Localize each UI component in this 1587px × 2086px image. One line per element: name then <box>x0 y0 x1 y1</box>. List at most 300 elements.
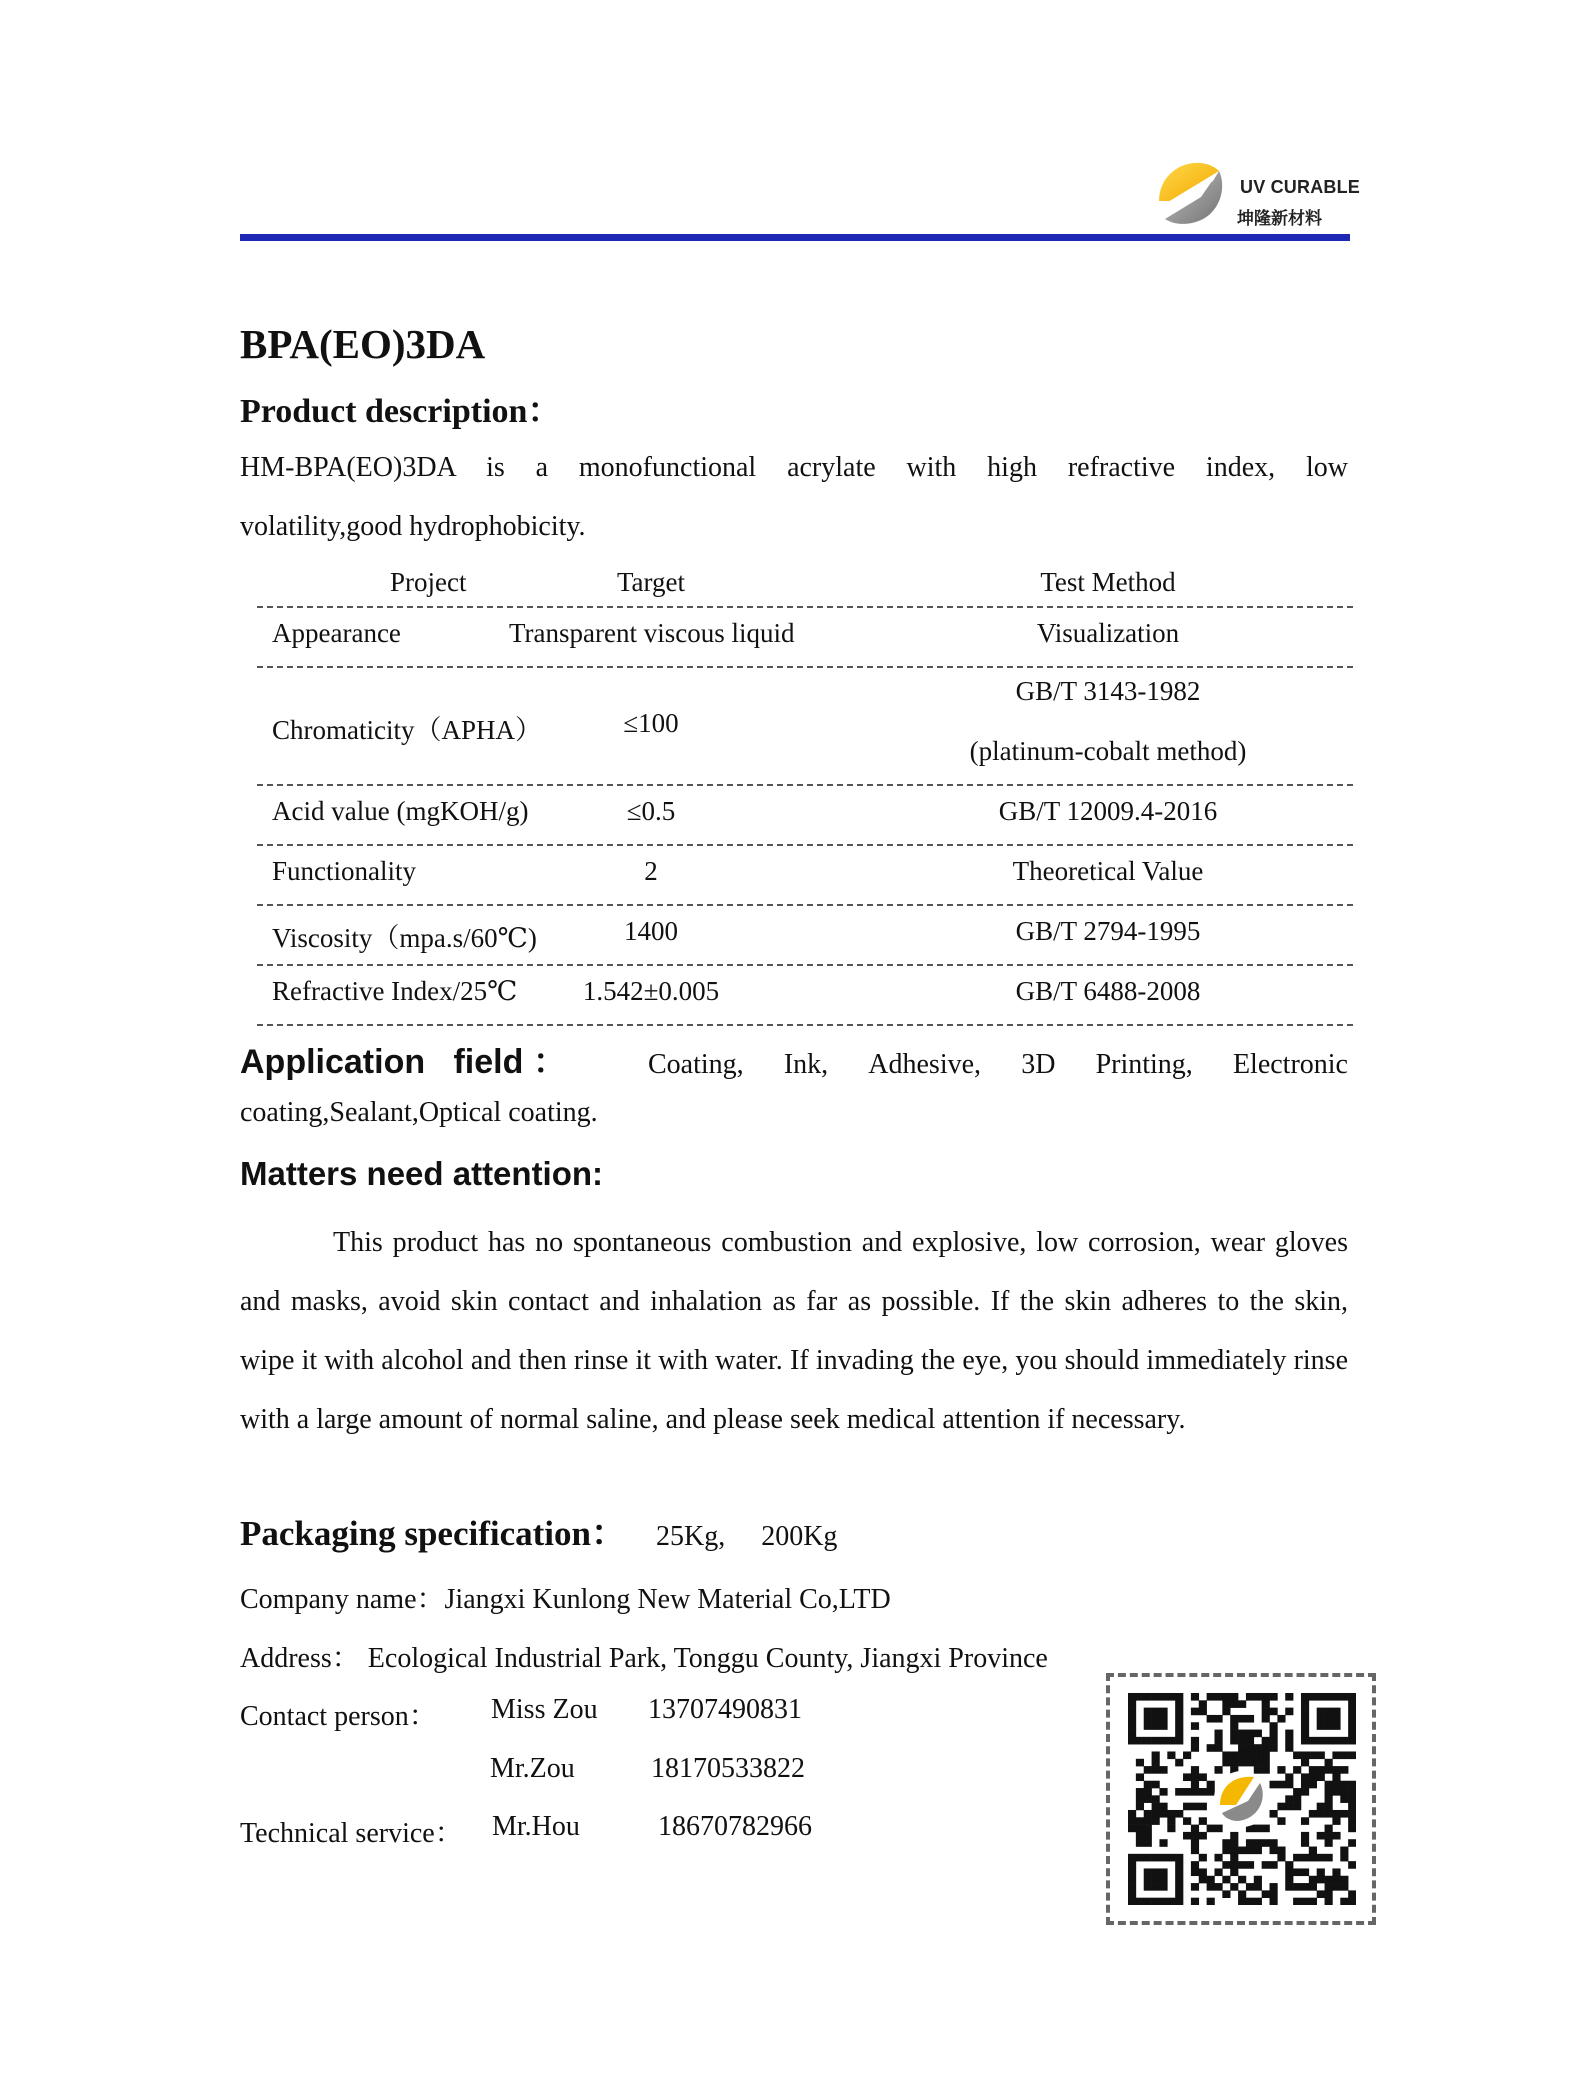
qr-module <box>1293 1898 1301 1905</box>
qr-module <box>1136 1737 1144 1745</box>
qr-module <box>1309 1773 1317 1781</box>
qr-module <box>1348 1839 1356 1847</box>
header-target: Target <box>616 567 686 597</box>
qr-module <box>1325 1766 1333 1774</box>
qr-module <box>1230 1715 1238 1723</box>
qr-module <box>1144 1788 1152 1796</box>
qr-module <box>1309 1781 1317 1789</box>
qr-module <box>1159 1766 1167 1774</box>
qr-module <box>1262 1744 1270 1752</box>
qr-module <box>1301 1751 1309 1759</box>
qr-module <box>1183 1832 1191 1840</box>
qr-module <box>1175 1854 1183 1862</box>
qr-module <box>1262 1715 1270 1723</box>
qr-module <box>1183 1751 1191 1759</box>
qr-module <box>1238 1861 1246 1869</box>
qr-module <box>1332 1810 1340 1818</box>
qr-module <box>1348 1715 1356 1723</box>
qr-module <box>1128 1722 1136 1730</box>
qr-module <box>1128 1700 1136 1708</box>
row-method: Visualization <box>1036 618 1180 648</box>
qr-module <box>1332 1773 1340 1781</box>
qr-module <box>1191 1832 1199 1840</box>
qr-module <box>1270 1861 1278 1869</box>
qr-module <box>1262 1890 1270 1898</box>
qr-module <box>1254 1766 1262 1774</box>
row-method: GB/T 3143-1982 <box>1015 676 1201 706</box>
qr-module <box>1332 1883 1340 1891</box>
qr-module <box>1262 1861 1270 1869</box>
qr-module <box>1191 1861 1199 1869</box>
qr-module <box>1191 1781 1199 1789</box>
qr-module <box>1167 1825 1175 1833</box>
qr-module <box>1270 1810 1278 1818</box>
qr-module <box>1144 1693 1152 1701</box>
qr-module <box>1144 1898 1152 1905</box>
qr-module <box>1246 1861 1254 1869</box>
qr-module <box>1191 1803 1199 1811</box>
qr-module <box>1238 1730 1246 1738</box>
qr-module <box>1285 1744 1293 1752</box>
qr-module <box>1348 1693 1356 1701</box>
qr-module <box>1214 1715 1222 1723</box>
qr-module <box>1270 1898 1278 1905</box>
qr-module <box>1301 1773 1309 1781</box>
address-value: Ecological Industrial Park, Tonggu County, Jiangxi Province <box>367 1643 1048 1674</box>
qr-module <box>1230 1847 1238 1855</box>
qr-module <box>1175 1722 1183 1730</box>
qr-module <box>1277 1781 1285 1789</box>
qr-module <box>1246 1730 1254 1738</box>
qr-module <box>1128 1817 1136 1825</box>
qr-module <box>1128 1693 1136 1701</box>
qr-module <box>1230 1759 1238 1767</box>
qr-module <box>1175 1759 1183 1767</box>
qr-module <box>1191 1773 1199 1781</box>
qr-module <box>1325 1708 1333 1716</box>
qr-module <box>1159 1868 1167 1876</box>
qr-module <box>1159 1722 1167 1730</box>
qr-module <box>1136 1839 1144 1847</box>
application-heading-word-1: Application <box>240 1043 426 1081</box>
qr-module <box>1191 1693 1199 1701</box>
row-target: ≤100 <box>623 708 679 738</box>
qr-module <box>1159 1810 1167 1818</box>
qr-module <box>1152 1766 1160 1774</box>
qr-module <box>1301 1854 1309 1862</box>
qr-module <box>1246 1759 1254 1767</box>
company-line <box>240 1577 891 1617</box>
qr-module <box>1270 1883 1278 1891</box>
qr-module <box>1159 1898 1167 1905</box>
qr-module <box>1167 1751 1175 1759</box>
qr-module <box>1309 1876 1317 1884</box>
qr-module <box>1301 1700 1309 1708</box>
qr-module <box>1238 1759 1246 1767</box>
qr-module <box>1301 1737 1309 1745</box>
qr-module <box>1175 1708 1183 1716</box>
qr-module <box>1183 1817 1191 1825</box>
qr-module <box>1230 1722 1238 1730</box>
qr-module <box>1270 1722 1278 1730</box>
row-target: Transparent viscous liquid <box>509 618 795 648</box>
qr-module <box>1238 1898 1246 1905</box>
qr-module <box>1167 1810 1175 1818</box>
qr-module <box>1348 1861 1356 1869</box>
qr-module <box>1191 1722 1199 1730</box>
row-target: 1.542±0.005 <box>582 976 720 1006</box>
qr-module <box>1301 1883 1309 1891</box>
qr-module <box>1262 1700 1270 1708</box>
qr-module <box>1293 1803 1301 1811</box>
qr-module <box>1152 1715 1160 1723</box>
description-heading: Product description： <box>240 393 562 430</box>
qr-module <box>1246 1898 1254 1905</box>
qr-module <box>1340 1795 1348 1803</box>
qr-module <box>1254 1847 1262 1855</box>
qr-module <box>1325 1795 1333 1803</box>
qr-module <box>1175 1788 1183 1796</box>
qr-module <box>1325 1890 1333 1898</box>
row-method-note: (platinum-cobalt method) <box>969 736 1247 766</box>
qr-module <box>1230 1751 1238 1759</box>
qr-module <box>1348 1751 1356 1759</box>
qr-module <box>1199 1708 1207 1716</box>
qr-module <box>1285 1730 1293 1738</box>
qr-module <box>1270 1737 1278 1745</box>
qr-module <box>1309 1737 1317 1745</box>
qr-module <box>1191 1788 1199 1796</box>
qr-module <box>1136 1832 1144 1840</box>
qr-module <box>1262 1759 1270 1767</box>
qr-module <box>1238 1847 1246 1855</box>
qr-module <box>1301 1715 1309 1723</box>
qr-module <box>1348 1722 1356 1730</box>
qr-module <box>1340 1766 1348 1774</box>
contact-phone: 13707490831 <box>648 1694 802 1725</box>
qr-module <box>1191 1825 1199 1833</box>
qr-module <box>1301 1832 1309 1840</box>
header-project: Project <box>390 567 467 597</box>
qr-module <box>1175 1693 1183 1701</box>
qr-module <box>1348 1708 1356 1716</box>
qr-module <box>1270 1730 1278 1738</box>
application-item: Electronic <box>1232 1049 1348 1080</box>
application-item: Coating, <box>648 1049 744 1080</box>
qr-module <box>1175 1861 1183 1869</box>
packaging-heading: Packaging specification： <box>240 1514 626 1553</box>
qr-module <box>1332 1876 1340 1884</box>
row-project: Viscosity（mpa.s/60℃) <box>272 923 537 953</box>
qr-module <box>1128 1715 1136 1723</box>
qr-module <box>1309 1847 1317 1855</box>
qr-module <box>1332 1722 1340 1730</box>
qr-module <box>1207 1781 1215 1789</box>
qr-module <box>1199 1817 1207 1825</box>
qr-module <box>1277 1803 1285 1811</box>
packaging-line <box>240 1506 837 1556</box>
qr-module <box>1332 1708 1340 1716</box>
qr-module <box>1175 1890 1183 1898</box>
qr-module <box>1348 1788 1356 1796</box>
qr-module <box>1254 1693 1262 1701</box>
qr-module <box>1222 1861 1230 1869</box>
qr-module <box>1317 1715 1325 1723</box>
qr-module <box>1199 1803 1207 1811</box>
qr-module <box>1325 1854 1333 1862</box>
qr-module <box>1159 1693 1167 1701</box>
technical-name: Mr.Hou <box>492 1811 580 1842</box>
attention-heading: Matters need attention: <box>240 1155 604 1192</box>
table-row <box>257 606 1353 668</box>
row-method: Theoretical Value <box>1012 856 1204 886</box>
qr-module <box>1340 1788 1348 1796</box>
qr-module <box>1136 1788 1144 1796</box>
qr-module <box>1301 1730 1309 1738</box>
contact-label: Contact person： <box>240 1701 437 1732</box>
qr-module <box>1136 1803 1144 1811</box>
qr-module <box>1214 1883 1222 1891</box>
qr-module <box>1293 1788 1301 1796</box>
qr-module <box>1136 1854 1144 1862</box>
application-items <box>648 1049 1348 1081</box>
qr-module <box>1340 1751 1348 1759</box>
qr-module <box>1293 1766 1301 1774</box>
qr-module <box>1317 1890 1325 1898</box>
qr-module <box>1348 1810 1356 1818</box>
qr-module <box>1175 1883 1183 1891</box>
qr-module <box>1144 1839 1152 1847</box>
qr-module <box>1270 1839 1278 1847</box>
row-target: 1400 <box>624 916 678 946</box>
qr-module <box>1270 1744 1278 1752</box>
qr-module <box>1340 1810 1348 1818</box>
qr-code-icon <box>1128 1693 1356 1905</box>
qr-module <box>1285 1803 1293 1811</box>
qr-module <box>1159 1876 1167 1884</box>
qr-module <box>1332 1693 1340 1701</box>
qr-module <box>1293 1854 1301 1862</box>
qr-module <box>1167 1737 1175 1745</box>
qr-module <box>1277 1715 1285 1723</box>
qr-module <box>1332 1781 1340 1789</box>
qr-module <box>1238 1737 1246 1745</box>
qr-module <box>1246 1737 1254 1745</box>
qr-module <box>1348 1781 1356 1789</box>
qr-module <box>1128 1876 1136 1884</box>
qr-module <box>1262 1737 1270 1745</box>
qr-module <box>1136 1795 1144 1803</box>
qr-module <box>1230 1737 1238 1745</box>
qr-module <box>1325 1693 1333 1701</box>
qr-module <box>1348 1898 1356 1905</box>
qr-module <box>1199 1868 1207 1876</box>
qr-module <box>1317 1751 1325 1759</box>
spec-table <box>257 560 1353 1030</box>
qr-module <box>1332 1715 1340 1723</box>
qr-module <box>1246 1839 1254 1847</box>
qr-module <box>1277 1847 1285 1855</box>
qr-module <box>1325 1898 1333 1905</box>
qr-module <box>1222 1708 1230 1716</box>
qr-module <box>1152 1883 1160 1891</box>
qr-module <box>1144 1766 1152 1774</box>
qr-module <box>1175 1730 1183 1738</box>
qr-module <box>1348 1825 1356 1833</box>
qr-module <box>1175 1868 1183 1876</box>
table-row <box>257 666 1353 786</box>
qr-module <box>1285 1708 1293 1716</box>
qr-module <box>1175 1898 1183 1905</box>
qr-module <box>1144 1883 1152 1891</box>
qr-module <box>1293 1883 1301 1891</box>
qr-module <box>1191 1766 1199 1774</box>
packaging-value-2: 200Kg <box>761 1521 838 1552</box>
qr-module <box>1207 1788 1215 1796</box>
qr-module <box>1214 1730 1222 1738</box>
qr-module <box>1159 1737 1167 1745</box>
qr-module <box>1128 1898 1136 1905</box>
qr-module <box>1332 1817 1340 1825</box>
qr-module <box>1317 1876 1325 1884</box>
qr-module <box>1317 1854 1325 1862</box>
qr-module <box>1325 1781 1333 1789</box>
qr-module <box>1340 1883 1348 1891</box>
qr-module <box>1325 1832 1333 1840</box>
company-value: Jiangxi Kunlong New Material Co,LTD <box>444 1584 891 1615</box>
qr-module <box>1152 1876 1160 1884</box>
qr-module <box>1340 1693 1348 1701</box>
qr-module <box>1159 1788 1167 1796</box>
qr-module <box>1199 1773 1207 1781</box>
row-target: ≤0.5 <box>626 796 676 826</box>
qr-module <box>1262 1708 1270 1716</box>
application-item: 3D <box>1021 1049 1056 1080</box>
qr-module <box>1214 1854 1222 1862</box>
table-row <box>257 904 1353 966</box>
qr-module <box>1144 1781 1152 1789</box>
qr-module <box>1301 1759 1309 1767</box>
qr-module <box>1301 1817 1309 1825</box>
qr-module <box>1159 1883 1167 1891</box>
row-project: Refractive Index/25℃ <box>272 976 518 1006</box>
qr-module <box>1246 1751 1254 1759</box>
qr-module <box>1254 1898 1262 1905</box>
application-item: Printing, <box>1095 1049 1193 1080</box>
qr-module <box>1167 1693 1175 1701</box>
qr-module <box>1317 1766 1325 1774</box>
qr-module <box>1222 1759 1230 1767</box>
qr-module <box>1293 1868 1301 1876</box>
qr-module <box>1301 1708 1309 1716</box>
qr-module <box>1175 1715 1183 1723</box>
qr-module <box>1207 1693 1215 1701</box>
qr-module <box>1317 1810 1325 1818</box>
qr-module <box>1207 1715 1215 1723</box>
qr-module <box>1277 1817 1285 1825</box>
qr-module <box>1301 1839 1309 1847</box>
qr-module <box>1246 1847 1254 1855</box>
qr-module <box>1332 1788 1340 1796</box>
qr-module <box>1144 1715 1152 1723</box>
qr-module <box>1230 1883 1238 1891</box>
qr-module <box>1285 1876 1293 1884</box>
qr-module <box>1128 1868 1136 1876</box>
qr-module <box>1340 1854 1348 1862</box>
table-row <box>257 844 1353 906</box>
qr-module <box>1301 1722 1309 1730</box>
qr-module <box>1152 1810 1160 1818</box>
qr-module <box>1254 1876 1262 1884</box>
qr-module <box>1199 1854 1207 1862</box>
qr-module <box>1270 1781 1278 1789</box>
qr-module <box>1128 1810 1136 1818</box>
qr-module <box>1152 1759 1160 1767</box>
qr-module <box>1293 1795 1301 1803</box>
qr-module <box>1175 1700 1183 1708</box>
qr-module <box>1325 1722 1333 1730</box>
qr-module <box>1214 1744 1222 1752</box>
qr-module <box>1285 1781 1293 1789</box>
qr-module <box>1238 1744 1246 1752</box>
row-method: GB/T 12009.4-2016 <box>998 796 1218 826</box>
qr-module <box>1254 1751 1262 1759</box>
header-rule <box>240 234 1350 241</box>
qr-module <box>1128 1890 1136 1898</box>
qr-module <box>1175 1810 1183 1818</box>
qr-module <box>1222 1751 1230 1759</box>
qr-module <box>1159 1803 1167 1811</box>
table-header-row <box>257 560 1353 608</box>
qr-module <box>1238 1890 1246 1898</box>
qr-module <box>1285 1868 1293 1876</box>
qr-module <box>1309 1810 1317 1818</box>
qr-module <box>1277 1766 1285 1774</box>
qr-module <box>1144 1854 1152 1862</box>
qr-module <box>1152 1708 1160 1716</box>
qr-module <box>1144 1825 1152 1833</box>
qr-module <box>1159 1854 1167 1862</box>
qr-module <box>1262 1693 1270 1701</box>
qr-module <box>1325 1759 1333 1767</box>
qr-module <box>1144 1832 1152 1840</box>
qr-module <box>1301 1898 1309 1905</box>
logo-text-en: UV CURABLE <box>1240 177 1361 197</box>
qr-module <box>1207 1744 1215 1752</box>
application-item: Adhesive, <box>868 1049 982 1080</box>
qr-module <box>1191 1744 1199 1752</box>
qr-module <box>1325 1810 1333 1818</box>
qr-module <box>1222 1847 1230 1855</box>
qr-module <box>1332 1751 1340 1759</box>
technical-phone: 18670782966 <box>658 1811 812 1842</box>
qr-module <box>1348 1737 1356 1745</box>
address-line <box>240 1636 1048 1676</box>
qr-module <box>1175 1876 1183 1884</box>
row-project: Acid value (mgKOH/g) <box>272 796 529 826</box>
qr-module <box>1270 1890 1278 1898</box>
qr-module <box>1152 1803 1160 1811</box>
qr-module <box>1152 1751 1160 1759</box>
qr-module <box>1128 1708 1136 1716</box>
qr-module <box>1191 1708 1199 1716</box>
qr-module <box>1167 1898 1175 1905</box>
qr-module <box>1309 1883 1317 1891</box>
qr-module <box>1246 1693 1254 1701</box>
qr-module <box>1191 1847 1199 1855</box>
qr-module <box>1285 1773 1293 1781</box>
qr-module <box>1136 1817 1144 1825</box>
